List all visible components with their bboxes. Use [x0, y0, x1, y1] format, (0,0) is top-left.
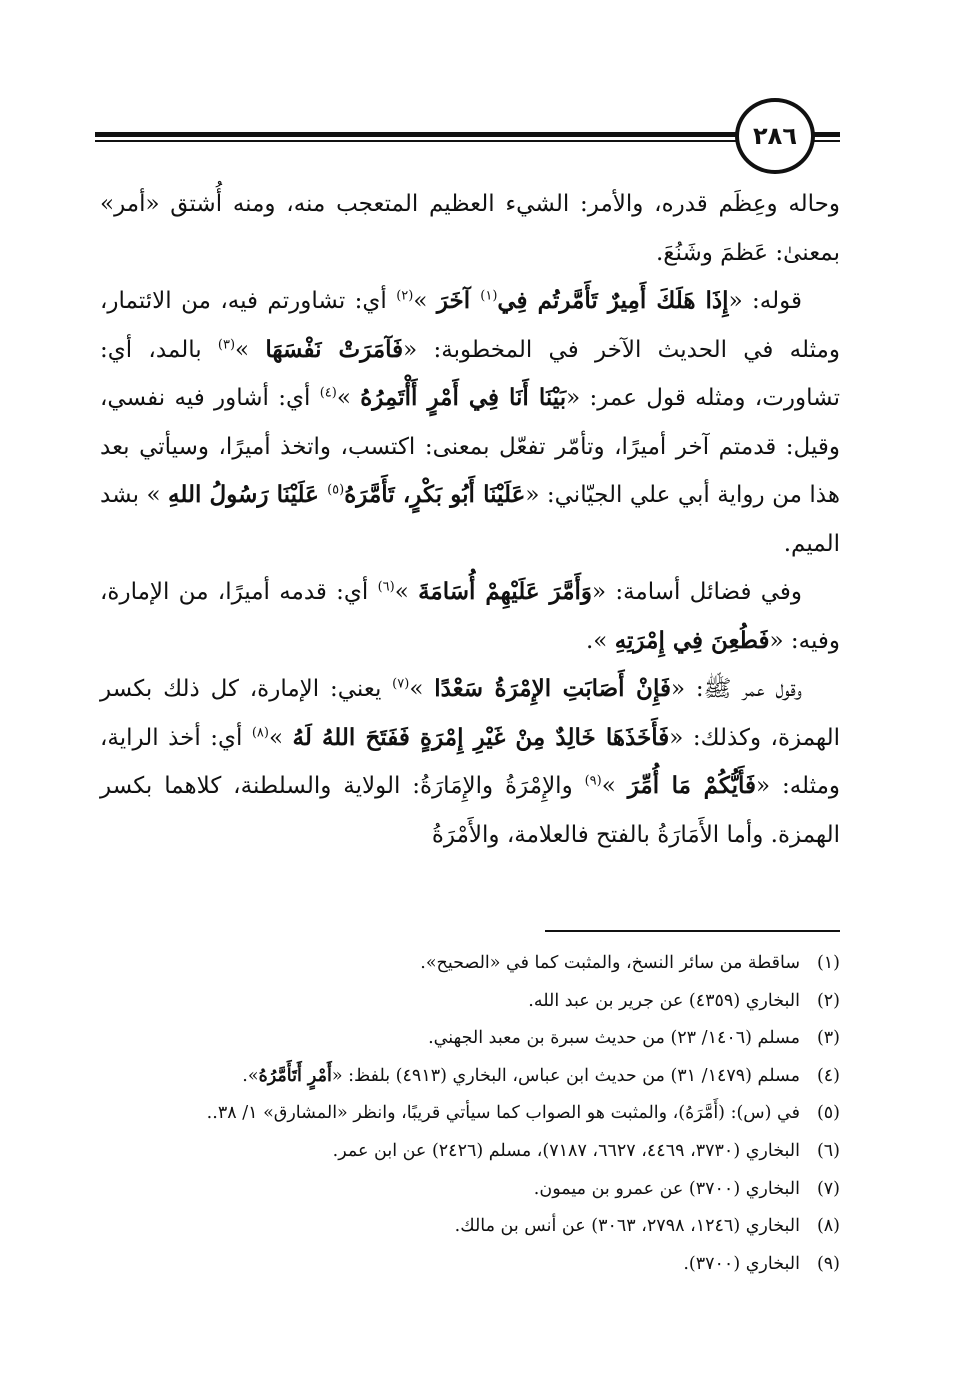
footnote-number: (٩)	[816, 1253, 840, 1274]
text-run: »	[601, 773, 628, 799]
footnote-ref: (٢)	[396, 288, 414, 304]
footnote-ref: (٦)	[377, 579, 395, 595]
text-run: أي: أخذ الراية، ومثله: «	[100, 724, 841, 799]
text-run: »	[413, 288, 437, 314]
hadith-quote: فَإِنْ أَصَابَتِ الإِمْرَةُ سَعْدًا	[434, 675, 671, 702]
hadith-quote: وَأَمَّرَ عَلَيْهِمْ أُسَامَةَ	[418, 578, 593, 605]
paragraph-3	[100, 568, 840, 665]
footnote-text: ساقطة من سائر النسخ، والمثبت كما في «الصحيح».	[420, 953, 800, 973]
footnote-item	[100, 1133, 840, 1171]
footnote-text: مسلم (١٤٠٦/ ٢٣) من حديث سبرة بن معبد الجهني.	[428, 1028, 800, 1049]
hadith-quote: فَآمَرَتْ نَفْسَهَا	[265, 335, 404, 363]
page-number: ٢٨٦	[735, 98, 815, 174]
footnote-item	[100, 1171, 840, 1209]
footnote-text-tail: ».	[242, 1065, 259, 1086]
text-run: » بشد الميم.	[100, 482, 840, 557]
footnote-item	[100, 1020, 840, 1058]
text-run: أي: قدمه أميرًا، من الإمارة، وفيه: «	[100, 579, 840, 654]
footnotes	[100, 945, 840, 1283]
footnote-number: (٧)	[816, 1178, 840, 1199]
text-run: »	[409, 676, 435, 702]
footnote-ref: (٨)	[251, 724, 269, 740]
footnote-text: البخاري (٣٧٣٠، ٤٤٦٩، ٦٦٢٧، ٧١٨٧)، مسلم (٢٤٢٦) عن ابن عمر.	[332, 1140, 800, 1161]
footnote-text: البخاري (١٢٤٦، ٢٧٩٨، ٣٠٦٣) عن أنس بن مالك.	[454, 1216, 800, 1237]
hadith-quote: آخَرَ	[436, 287, 481, 314]
text-run: »	[336, 385, 361, 411]
footnote-ref: (٥)	[327, 482, 345, 498]
hadith-quote: بَيْنَا أَنَا فِي أَمْرٍ أَأْتَمِرُهُ	[360, 384, 567, 411]
text-run: وفي فضائل أسامة: «	[592, 579, 802, 605]
footnote-number: (٦)	[816, 1140, 840, 1161]
text-run: قوله: «	[728, 288, 803, 314]
text-run: يعني: الإمارة، كل ذلك بكسر الهمزة، وكذلك: «	[100, 676, 841, 751]
footnote-ref: (٧)	[392, 676, 410, 692]
footnote-ref: (٣)	[217, 336, 236, 352]
footnote-number: (٥)	[816, 1103, 840, 1124]
hadith-quote: فَطُعِنَ فِي إِمْرَتِهِ	[614, 626, 770, 654]
text-run: »	[268, 724, 293, 751]
footnote-number: (٤)	[816, 1065, 840, 1086]
paragraph-2	[100, 277, 840, 568]
footnote-item	[100, 1246, 840, 1284]
paragraph-4	[100, 665, 840, 859]
text-run: بالمد، أي: تشاورت، ومثله قول عمر: «	[100, 336, 841, 411]
footnote-item	[100, 983, 840, 1021]
hadith-quote: فَأَيُّكُمْ مَا أُمِّرَ	[627, 772, 756, 799]
text-run: »	[394, 579, 419, 605]
paragraph-1	[100, 180, 840, 277]
footnote-quote: أَمْرٍ أَتَأَمَّرُهُ	[258, 1065, 332, 1086]
footnote-ref: (٩)	[584, 773, 602, 789]
main-text	[100, 180, 840, 859]
text-run: أي: تشاورتم فيه، من الائتمار، ومثله في الحديث الآخر في المخطوبة: «	[100, 288, 840, 363]
footnote-item	[100, 1095, 840, 1133]
hadith-quote: عَلَيْنَا رَسُولُ اللهِ	[168, 481, 328, 508]
footnote-separator	[545, 930, 840, 932]
footnote-text: مسلم (١٤٧٩/ ٣١) من حديث ابن عباس، البخاري (٤٩١٣) بلفظ: «	[331, 1065, 800, 1086]
footnote-item	[100, 1058, 840, 1096]
footnote-number: (٢)	[816, 990, 840, 1011]
text-run: وقول عمر ﷺ: «	[670, 676, 802, 702]
footnote-text: في (س): (أَمَّرَهُ)، والمثبت هو الصواب كما سيأتي قريبًا، وانظر «المشارق» ١/ ٣٨..	[206, 1103, 800, 1124]
text-run: أي: أشاور فيه نفسي، وقيل: قدمتم آخر أميرًا، وتأمّر تفعّل بمعنى: اكتسب، واتخذ أميرًا، وسيأتي بعد هذا من رواية أبي علي الجيّاني: «	[100, 385, 840, 508]
page-header	[95, 98, 840, 178]
footnote-number: (٨)	[816, 1216, 840, 1237]
text-run: ».	[586, 627, 615, 654]
header-rule-thin	[95, 140, 745, 142]
footnote-text: البخاري (٣٧٠٠).	[683, 1253, 800, 1274]
header-rule-thick	[95, 132, 745, 137]
paragraph-1-text: وحاله وعِظَم قدره، والأمر: الشيء العظيم المتعجب منه، ومنه أُشتق «أمر» بمعنىٰ: عَظمَ وشَنُعَ.	[100, 191, 840, 266]
footnote-ref: (١)	[480, 288, 498, 304]
footnote-text: البخاري (٣٧٠٠) عن عمرو بن ميمون.	[533, 1178, 800, 1199]
hadith-quote: فَأَخَذَهَا خَالِدٌ مِنْ غَيْرِ إِمْرَةٍ فَفَتَحَ اللهُ لَهُ	[292, 723, 670, 751]
footnote-item	[100, 1208, 840, 1246]
footnote-ref: (٤)	[319, 385, 337, 401]
text-run: »	[235, 336, 266, 363]
text-run: والإِمْرَةُ والإِمَارَةُ: الولاية والسلطنة، كلاهما بكسر الهمزة. وأما الأَمَارَةُ بالفتح فالعلامة، والأَمْرَةُ	[100, 773, 840, 848]
hadith-quote: إِذَا هَلَكَ أَمِيرٌ تَأَمَّرتُم فِي	[497, 287, 729, 314]
footnote-number: (١)	[816, 953, 840, 973]
footnote-text: البخاري (٤٣٥٩) عن جرير بن عبد الله.	[528, 990, 800, 1011]
footnote-item	[100, 945, 840, 983]
hadith-quote: عَلَيْنَا أَبُو بَكْرٍ، تَأَمَّرَهُ	[344, 481, 526, 508]
footnote-number: (٣)	[816, 1028, 840, 1049]
